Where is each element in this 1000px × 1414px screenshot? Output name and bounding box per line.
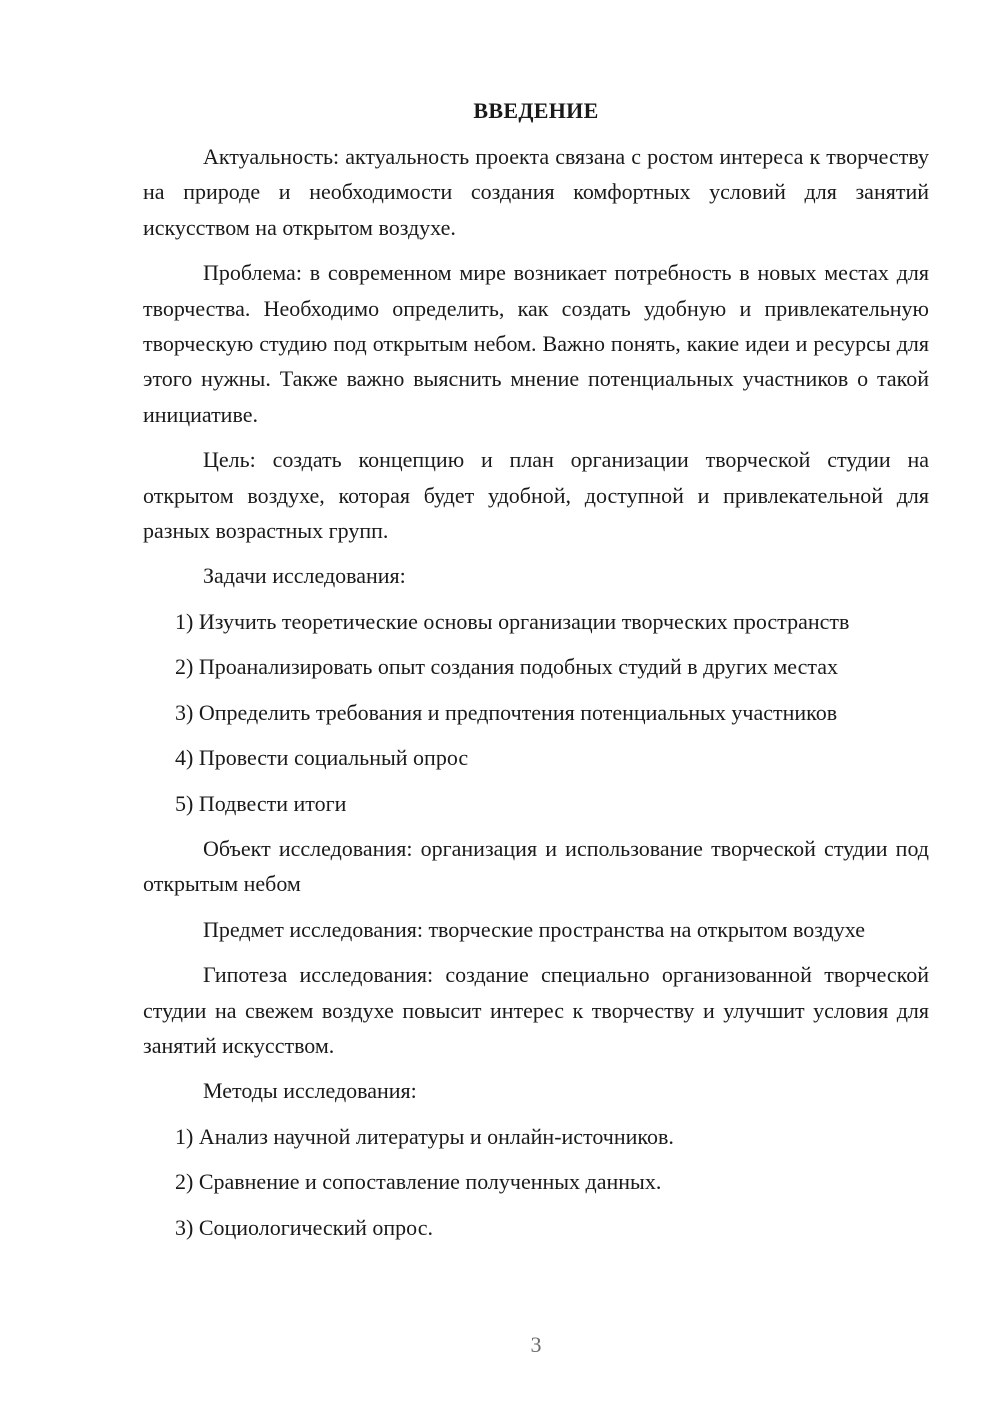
paragraph-goal: Цель: создать концепцию и план организации творческой студии на открытом воздухе, которая будет удобной, доступной и привлекательной для разных возрастных групп. (143, 447, 929, 544)
methods-heading: Методы исследования: (203, 1078, 417, 1104)
section-title: ВВЕДЕНИЕ (473, 98, 599, 123)
paragraph-problem: Проблема: в современном мире возникает потребность в новых местах для творчества. Необходимо определить, как создать удобную и привлекательную творческую студию под открытым небом. Важно понять, какие идеи и ресурсы для этого нужны. Также важно выяснить мнение потенциальных участников о такой инициативе. (143, 260, 929, 427)
task-item: 5) Подвести итоги (175, 790, 347, 816)
paragraph-relevance: Актуальность: актуальность проекта связана с ростом интереса к творчеству на природе и необходимости создания комфортных условий для занятий искусством на открытом воздухе. (143, 144, 929, 240)
tasks-heading: Задачи исследования: (203, 563, 406, 589)
paragraph-object: Объект исследования: организация и использование творческой студии под открытым небом (143, 835, 929, 897)
task-item: 2) Проанализировать опыт создания подобных студий в других местах (175, 654, 838, 680)
paragraph-subject: Предмет исследования: творческие пространства на открытом воздухе (203, 916, 865, 942)
method-item: 1) Анализ научной литературы и онлайн-источников. (175, 1123, 674, 1149)
task-item: 1) Изучить теоретические основы организации творческих пространств (175, 608, 850, 634)
method-item: 2) Сравнение и сопоставление полученных данных. (175, 1169, 662, 1195)
task-item: 4) Провести социальный опрос (175, 745, 469, 771)
page-number: 3 (530, 1332, 542, 1357)
paragraph-hypothesis: Гипотеза исследования: создание специально организованной творческой студии на свежем воздухе повысит интерес к творчеству и улучшит условия для занятий искусством. (143, 962, 929, 1058)
methods-list (143, 1119, 929, 1245)
tasks-list (143, 604, 929, 821)
page-content (143, 97, 929, 1255)
method-item: 3) Социологический опрос. (175, 1214, 433, 1240)
task-item: 3) Определить требования и предпочтения потенциальных участников (175, 699, 838, 725)
